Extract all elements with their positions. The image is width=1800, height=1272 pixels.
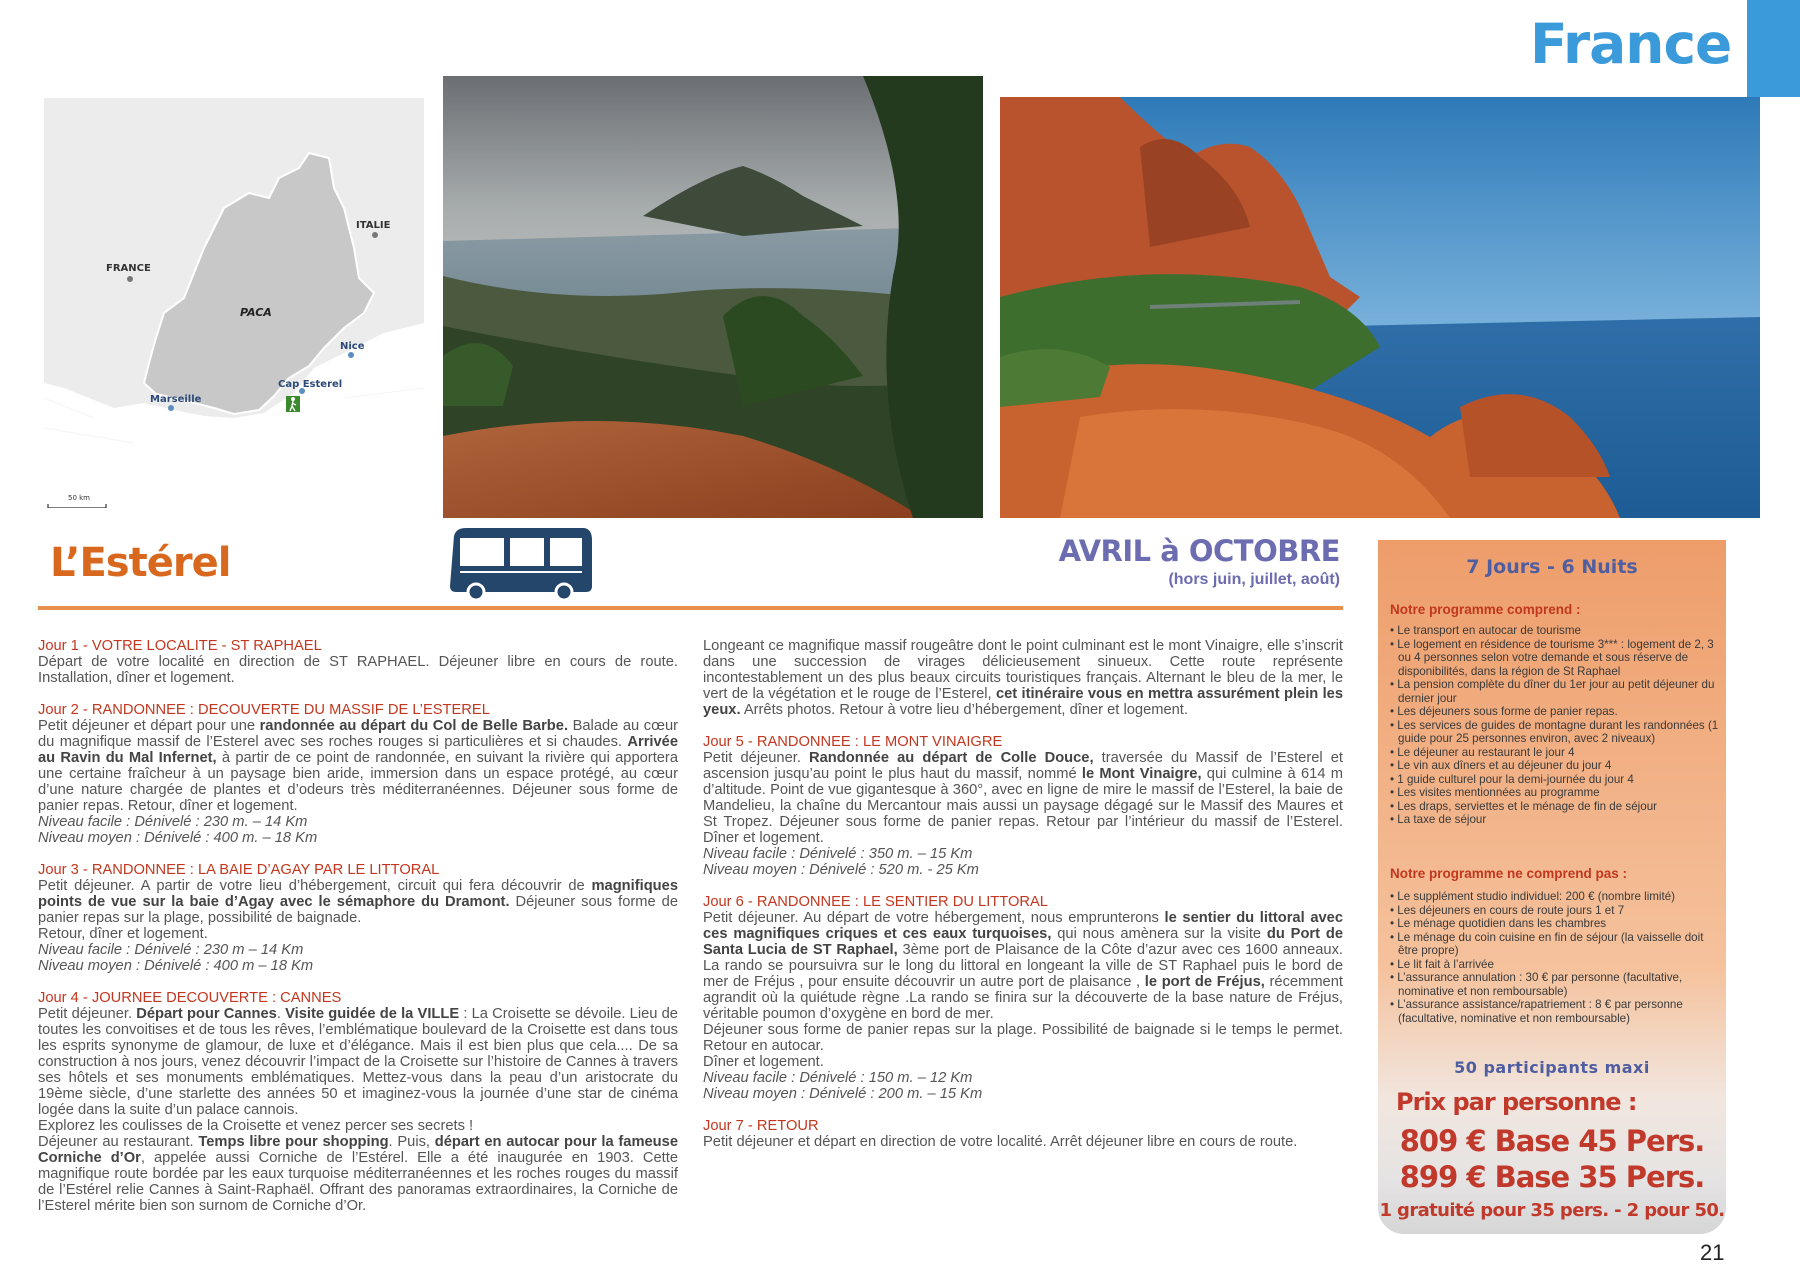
list-item: • Le déjeuner au restaurant le jour 4 <box>1390 746 1720 760</box>
list-item: • Le supplément studio individuel: 200 € (nombre limité) <box>1390 890 1720 904</box>
page-title: L’Estérel <box>50 540 231 586</box>
pricing-panel <box>1378 540 1726 1234</box>
day-description: Petit déjeuner. Au départ de votre hébergement, nous emprunterons le sentier du littoral avec ces magnifiques criques et ces eaux turquoises, qui nous amènera sur la visite du Port de Santa Lucia de ST Raphael, 3ème port de Plaisance de la Côte d’azur avec ces 1600 anneaux. La rando se poursuivra sur le long du littoral en longeant la ville de ST Raphael puis le bord de mer de Fréjus , pour ensuite découvrir un autre port de plaisance , le port de Fréjus, récemment agrandit où la quiétude règne .La rando se finira sur la découverte de la base nature de Fréjus, véritable poumon d’oxygène en bord de mer. Déjeuner sous forme de panier repas sur la plage. Possibilité de baignade si le temps le permet. Retour en autocar. Dîner et logement. Niveau facile : Dénivelé : 150 m. – 12 Km Niveau moyen : Dénivelé : 200 m. – 15 Km <box>703 910 1343 1102</box>
map-label-italie: ITALIE <box>356 220 391 231</box>
list-item: • La pension complète du dîner du 1er jour au petit déjeuner du dernier jour <box>1390 678 1720 705</box>
section-divider <box>38 606 1343 610</box>
map-label-france: FRANCE <box>106 263 151 274</box>
program-column-2 <box>703 638 1343 1150</box>
day-heading: Jour 7 - RETOUR <box>703 1118 819 1134</box>
excludes-title: Notre programme ne comprend pas : <box>1390 866 1628 881</box>
list-item: • L’assurance assistance/rapatriement : 8 € par personne (facultative, nominative et non remboursable) <box>1390 998 1720 1025</box>
map-label-cap-esterel: Cap Esterel <box>278 379 343 390</box>
includes-title: Notre programme comprend : <box>1390 602 1581 617</box>
day-description: Petit déjeuner et départ en direction de votre localité. Arrêt déjeuner libre en cours de route. <box>703 1134 1298 1150</box>
photo-esterel-coast <box>1000 97 1760 518</box>
map-label-region: PACA <box>240 306 272 319</box>
map-label-nice: Nice <box>340 341 365 352</box>
day-heading: Jour 2 - RANDONNEE : DECOUVERTE DU MASSIF DE L’ESTEREL <box>38 702 490 718</box>
day-description: Petit déjeuner. Randonnée au départ de Colle Douce, traversée du Massif de l’Esterel et ascension jusqu’au point le plus haut du massif, nommé le Mont Vinaigre, qui culmine à 614 m d’altitude. Point de vue gigantesque à 360°, avec en ligne de mire le massif de l’Esterel, la baie de Mandelieu, la chaîne du Mercantour mais aussi un paysage dégagé sur le Massif des Maures et St Tropez. Déjeuner sous forme de panier repas. Retour par l’intérieur du massif de l’Esterel. Dîner et logement. Niveau facile : Dénivelé : 350 m. – 15 Km Niveau moyen : Dénivelé : 520 m. - 25 Km <box>703 750 1343 878</box>
season-note: (hors juin, juillet, août) <box>1168 571 1340 588</box>
day-heading: Jour 6 - RANDONNEE : LE SENTIER DU LITTORAL <box>703 894 1048 910</box>
price-heading: Prix par personne : <box>1396 1088 1637 1116</box>
list-item: • Les déjeuners en cours de route jours 1 et 7 <box>1390 904 1720 918</box>
map-scale-label: 50 km <box>68 494 91 502</box>
region-map <box>44 98 424 508</box>
day-heading: Jour 3 - RANDONNEE : LA BAIE D’AGAY PAR LE LITTORAL <box>38 862 440 878</box>
nice-dot <box>348 352 354 358</box>
list-item: • L’assurance annulation : 30 € par personne (facultative, nominative et non remboursable) <box>1390 971 1720 998</box>
list-item: • Les déjeuners sous forme de panier repas. <box>1390 705 1720 719</box>
participants-max: 50 participants maxi <box>1454 1058 1650 1077</box>
list-item: • 1 guide culturel pour la demi-journée du jour 4 <box>1390 773 1720 787</box>
includes-list <box>1390 624 1720 827</box>
france-dot <box>127 276 133 282</box>
day-heading: Jour 1 - VOTRE LOCALITE - ST RAPHAEL <box>38 638 322 654</box>
hiker-icon <box>286 396 300 412</box>
day-description: Longeant ce magnifique massif rougeâtre dont le point culminant est le mont Vinaigre, elle s’inscrit dans une succession de virages délicieusement sinueux. Cette route représente incontestablement un des plus beaux circuits touristiques français. Alternant le bleu de la mer, le vert de la végétation et le rouge de l’Esterel, cet itinéraire vous en mettra assurément plein les yeux. Arrêts photos. Retour à votre lieu d’hébergement, dîner et logement. <box>703 638 1343 718</box>
day-heading: Jour 4 - JOURNEE DECOUVERTE : CANNES <box>38 990 342 1006</box>
day-description: Départ de votre localité en direction de ST RAPHAEL. Déjeuner libre en cours de route. Installation, dîner et logement. <box>38 654 678 686</box>
marseille-dot <box>168 405 174 411</box>
list-item: • Le lit fait à l’arrivée <box>1390 958 1720 972</box>
list-item: • Les visites mentionnées au programme <box>1390 786 1720 800</box>
bus-icon <box>446 526 596 602</box>
italie-dot <box>372 232 378 238</box>
day-heading: Jour 5 - RANDONNEE : LE MONT VINAIGRE <box>703 734 1003 750</box>
list-item: • Le ménage quotidien dans les chambres <box>1390 917 1720 931</box>
list-item: • La taxe de séjour <box>1390 813 1720 827</box>
price-base-45: 809 € Base 45 Pers. <box>1399 1124 1705 1158</box>
excludes-list <box>1390 890 1720 1025</box>
trip-duration: 7 Jours - 6 Nuits <box>1466 556 1638 578</box>
list-item: • Les services de guides de montagne durant les randonnées (1 guide pour 25 personnes environ, avec 2 niveaux) <box>1390 719 1720 746</box>
day-description: Petit déjeuner. A partir de votre lieu d’hébergement, circuit qui fera découvrir de magnifiques points de vue sur la baie d’Agay avec le sémaphore du Dramont. Déjeuner sous forme de panier repas sur la plage, possibilité de baignade. Retour, dîner et logement. Niveau facile : Dénivelé : 230 m – 14 Km Niveau moyen : Dénivelé : 400 m – 18 Km <box>38 878 678 974</box>
photo-esterel-road <box>443 76 983 518</box>
list-item: • Le ménage du coin cuisine en fin de séjour (la vaisselle doit être propre) <box>1390 931 1720 958</box>
day-description: Petit déjeuner et départ pour une randonnée au départ du Col de Belle Barbe. Balade au cœur du magnifique massif de l’Esterel avec ses roches rouges si particulières et si chaudes. Arrivée au Ravin du Mal Infernet, à partir de ce point de randonnée, en suivant la rivière qui apportera une certaine fraîcheur à un paysage bien aride, immersion dans un espace protégé, au cœur d’une nature chargée de plantes et d’odeurs très méditerranéennes. Déjeuner sous forme de panier repas. Retour, dîner et logement. Niveau facile : Dénivelé : 230 m. – 14 Km Niveau moyen : Dénivelé : 400 m. – 18 Km <box>38 718 678 846</box>
free-places-note: 1 gratuité pour 35 pers. - 2 pour 50. <box>1379 1200 1725 1221</box>
day-description: Petit déjeuner. Départ pour Cannes. Visite guidée de la VILLE : La Croisette se dévoile. Lieu de toutes les convoitises et de tous les rêves, l’emblématique boulevard de la Croisette est dans tous les esprits synonyme de glamour, de luxe et d’élégance. Mais il est bien plus que cela.... De sa construction à nos jours, venez découvrir l’impact de la Croisette sur l’histoire de Cannes à travers ses hôtels et ses monuments emblématiques. Mettez-vous dans la peau d’un aristocrate du 19ème siècle, d’une starlette des années 50 et imaginez-vous la journée d’une star de cinéma logée dans la suite d’un palace cannois. Explorez les coulisses de la Croisette et venez percer ses secrets ! Déjeuner au restaurant. Temps libre pour shopping. Puis, départ en autocar pour la fameuse Corniche d’Or, appelée aussi Corniche de l’Estérel. Elle a été inaugurée en 1903. Cette magnifique route bordée par les eaux turquoise méditerranéennes et les roches rouges du massif de l’Estérel relie Cannes à Saint-Raphaël. Offrant des panoramas extraordinaires, la Corniche de l’Esterel mérite bien son surnom de Corniche d’Or. <box>38 1006 678 1214</box>
list-item: • Les draps, serviettes et le ménage de fin de séjour <box>1390 800 1720 814</box>
list-item: • Le logement en résidence de tourisme 3*** : logement de 2, 3 ou 4 personnes selon votre demande et sous réserve de disponibilités, dans la région de St Raphael <box>1390 638 1720 679</box>
country-color-bar <box>1747 0 1800 97</box>
page-number: 21 <box>1700 1240 1725 1265</box>
program-column-1 <box>38 638 678 1214</box>
season-title: AVRIL à OCTOBRE <box>1058 534 1340 568</box>
map-label-marseille: Marseille <box>150 394 202 405</box>
list-item: • Le vin aux dîners et au déjeuner du jour 4 <box>1390 759 1720 773</box>
country-title: France <box>1530 12 1732 76</box>
list-item: • Le transport en autocar de tourisme <box>1390 624 1720 638</box>
price-base-35: 899 € Base 35 Pers. <box>1399 1160 1705 1194</box>
